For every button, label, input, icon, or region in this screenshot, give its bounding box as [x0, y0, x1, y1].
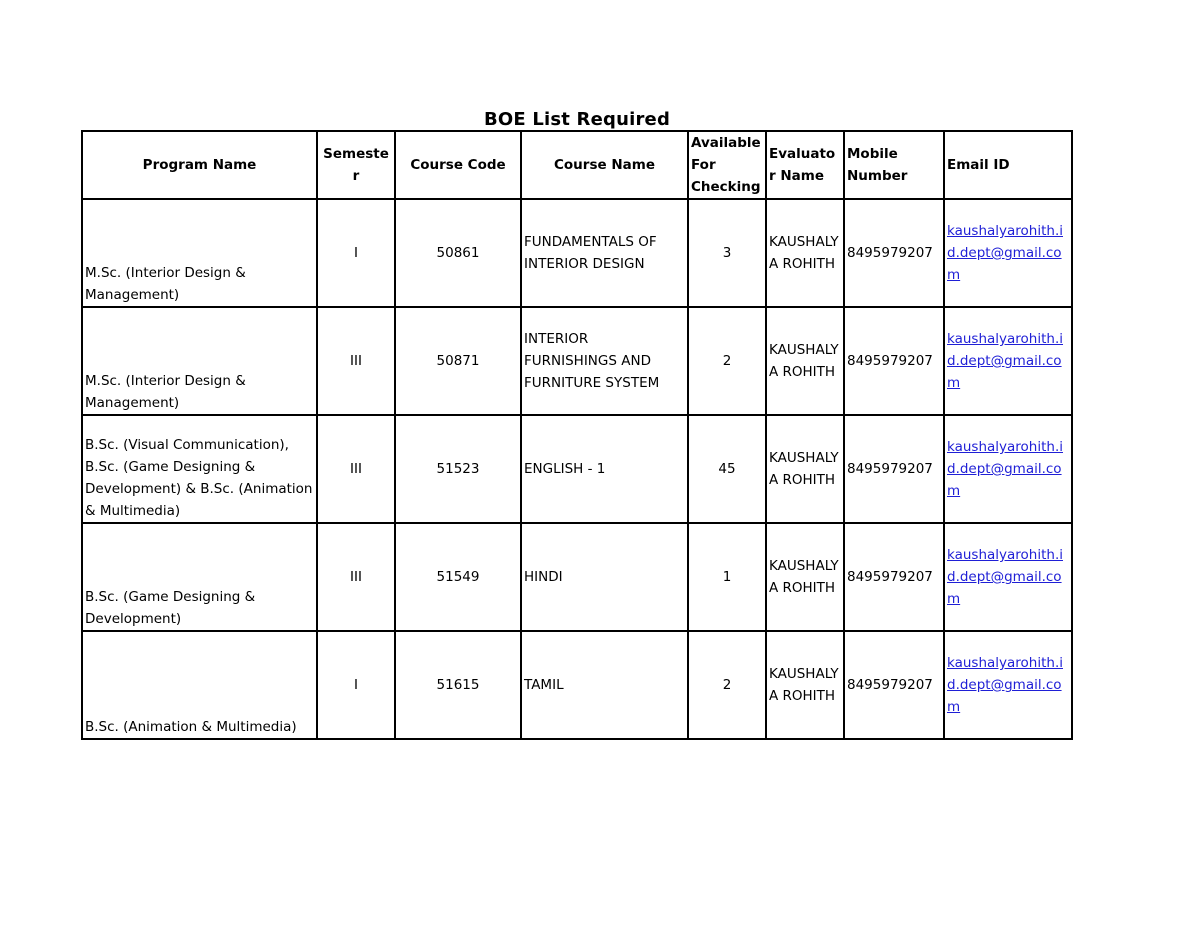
- available-cell: 2: [688, 631, 766, 739]
- course-name-cell: ENGLISH - 1: [521, 415, 688, 523]
- evaluator-cell: KAUSHALYA ROHITH: [766, 631, 844, 739]
- table-row: [82, 415, 1072, 523]
- page-title: BOE List Required: [483, 109, 671, 130]
- table-row: [82, 523, 1072, 631]
- email-cell: [944, 307, 1072, 415]
- semester-cell: III: [317, 415, 395, 523]
- header-program-name: Program Name: [82, 131, 317, 199]
- header-course-name: Course Name: [521, 131, 688, 199]
- email-cell: [944, 199, 1072, 307]
- header-mobile-number: Mobile Number: [844, 131, 944, 199]
- header-course-code: Course Code: [395, 131, 521, 199]
- mobile-cell: 8495979207: [844, 523, 944, 631]
- email-link[interactable]: kaushalyarohith.id.dept@gmail.com: [947, 439, 1063, 499]
- course-code-cell: 50861: [395, 199, 521, 307]
- header-semester: Semester: [317, 131, 395, 199]
- mobile-cell: 8495979207: [844, 199, 944, 307]
- email-link[interactable]: kaushalyarohith.id.dept@gmail.com: [947, 223, 1063, 283]
- mobile-cell: 8495979207: [844, 415, 944, 523]
- semester-cell: III: [317, 307, 395, 415]
- program-name-cell: B.Sc. (Visual Communication), B.Sc. (Game Designing & Development) & B.Sc. (Animation & Multimedia): [82, 415, 317, 523]
- evaluator-cell: KAUSHALYA ROHITH: [766, 415, 844, 523]
- program-name-cell: M.Sc. (Interior Design & Management): [82, 307, 317, 415]
- available-cell: 1: [688, 523, 766, 631]
- program-name-cell: M.Sc. (Interior Design & Management): [82, 199, 317, 307]
- table-row: [82, 307, 1072, 415]
- header-available-for-checking: Available For Checking: [688, 131, 766, 199]
- course-code-cell: 51615: [395, 631, 521, 739]
- mobile-cell: 8495979207: [844, 631, 944, 739]
- table-row: [82, 631, 1072, 739]
- header-email-id: Email ID: [944, 131, 1072, 199]
- course-name-cell: TAMIL: [521, 631, 688, 739]
- program-name-cell: B.Sc. (Animation & Multimedia): [82, 631, 317, 739]
- header-evaluator-name: Evaluator Name: [766, 131, 844, 199]
- email-cell: [944, 523, 1072, 631]
- program-name-cell: B.Sc. (Game Designing & Development): [82, 523, 317, 631]
- mobile-cell: 8495979207: [844, 307, 944, 415]
- semester-cell: I: [317, 199, 395, 307]
- boe-table: [81, 130, 1073, 740]
- evaluator-cell: KAUSHALYA ROHITH: [766, 199, 844, 307]
- semester-cell: III: [317, 523, 395, 631]
- semester-cell: I: [317, 631, 395, 739]
- table-row: [82, 199, 1072, 307]
- course-code-cell: 51549: [395, 523, 521, 631]
- course-name-cell: FUNDAMENTALS OF INTERIOR DESIGN: [521, 199, 688, 307]
- evaluator-cell: KAUSHALYA ROHITH: [766, 307, 844, 415]
- header-row: [82, 131, 1072, 199]
- email-link[interactable]: kaushalyarohith.id.dept@gmail.com: [947, 655, 1063, 715]
- course-code-cell: 50871: [395, 307, 521, 415]
- course-name-cell: HINDI: [521, 523, 688, 631]
- email-cell: [944, 631, 1072, 739]
- evaluator-cell: KAUSHALYA ROHITH: [766, 523, 844, 631]
- email-link[interactable]: kaushalyarohith.id.dept@gmail.com: [947, 331, 1063, 391]
- available-cell: 2: [688, 307, 766, 415]
- course-code-cell: 51523: [395, 415, 521, 523]
- available-cell: 45: [688, 415, 766, 523]
- email-link[interactable]: kaushalyarohith.id.dept@gmail.com: [947, 547, 1063, 607]
- available-cell: 3: [688, 199, 766, 307]
- course-name-cell: INTERIOR FURNISHINGS AND FURNITURE SYSTEM: [521, 307, 688, 415]
- email-cell: [944, 415, 1072, 523]
